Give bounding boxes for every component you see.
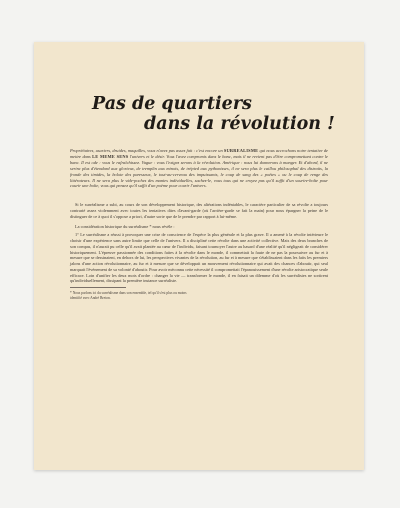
- footnote-rule: [70, 287, 126, 290]
- body-paragraph-1: Si le surréalisme a subi, au cours de son développement historique, des altérations indéniables, le caractère particulier de sa révolte a toujours contrarié assez violemment avec toutes les tentatives dites d'avant-garde (où l'arrière-garde se fait la main) pour nous épargner la peine de le distinguer de ce à quoi il s'oppose a priori, d'autre sorte que de le prendre par rapport à lui-même.: [70, 202, 328, 219]
- title-line-1: Pas de quartiers: [92, 94, 252, 114]
- intro-paragraph: [70, 148, 328, 189]
- intro-text-2: qui nous accrochons notre tentative de mettre dans: [70, 148, 328, 159]
- body-paragraph-3: 1° Le surréalisme a réussi à provoquer une crise de conscience de l'espèce la plus générale et la plus grave. Il a amené à la révolte intérieure le choisir d'une expérience sans autre limite que celle de l'univers. Il a discipliné cette révolte dans une activité collective. Mais des deux branches de son compas, il n'aurait pu celle qu'il avait plantée au cœur de l'individu, faisant tournoyer l'autre au hasard d'une réalité qu'il négligeait de considérer historiquement. L'épreuve passionnée des conditions faites à la révolte dans le monde, il commettait la faute de ne pas la poursuivre au fur et à mesure que se dessinaient, en dehors de lui, les perspectives vivantes de la révolution, au fur et à mesure que s'établissaient dans les faits les premiers jalons d'une action révolutionnaire, au fur et à mesure que se développait un mouvement révolutionnaire qui avait des chances d'aboutir, qui seul marquait l'événement de sa volonté d'aboutir. Pour avoir méconnu cette nécessité il compromettait l'épanouissement d'une révolte aristocratique seule efficace. Loin d'unifier les deux mots d'ordre : changer la vie — transformer le monde, il en faisait un dilemme d'où les surréalistes ne sortirent qu'individuellement, dissipant la première instance surréaliste.: [70, 232, 328, 284]
- body-text: [70, 202, 328, 284]
- intro-text-3: l'univers et le désir. Vous l'avez compromis dans le banc, mais il ne revient pas d'être compromettant contre le banc. Il est ode : vous le rafraîchissez. Vague : vous l'exigez serons à la révolution. Amérique : nous lui donnerons à manger. Et d'abord, il ne serira plus d'étendard aux glorieux, de tremplin aux minois, de trépied aux pythonisses, il ne sera plus le caillou philosophal des distraits, la fronde des timides, la bolote des paresseux, le tout-au-cerveau des impuissants, le coup de sang des « poètes » ou le coup de renge des littérateurs. Il ne sera plus le vide-poches des manies individuelles, sachez-le, vous tous qui ne croyez pas qu'il suffit d'un sourire-boîte pour courir une boîte, vous qui pensez qu'il suffit d'un poème pour courir l'univers.: [70, 153, 328, 189]
- body-paragraph-2: La considération historique du surréalisme * nous révèle :: [75, 223, 175, 229]
- intro-caps-1: SURREALISME: [223, 148, 259, 153]
- intro-text-1: Propriétaires, usuriers, druides, maquilles, vous n'avez pas assez fait : c'est encore un: [70, 148, 224, 153]
- page-title: [92, 94, 335, 134]
- footnote: * Nous parlons ici du surréalisme dans son ensemble, tel qu'il s'est plus ou moins identifié avec André Breton.: [70, 291, 187, 300]
- intro-caps-2: LE MEME SENS: [92, 153, 129, 159]
- document-page: [34, 42, 364, 470]
- title-line-2: dans la révolution !: [144, 114, 335, 134]
